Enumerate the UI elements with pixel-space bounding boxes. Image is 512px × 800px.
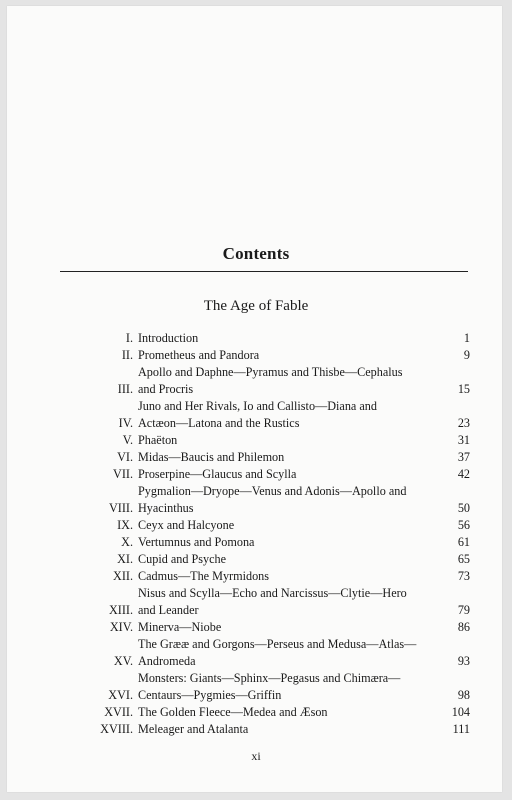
chapter-number: XIII. [108,603,133,617]
toc-entry [66,364,470,398]
toc-entry [66,636,470,670]
toc-entry [66,534,470,551]
page-number: 15 [457,382,470,396]
chapter-title [138,534,430,551]
chapter-title-line: Centaurs—Pygmies—Griffin [138,688,282,702]
toc-entry [66,551,470,568]
chapter-number: XVIII. [100,722,133,736]
toc-entry [66,398,470,432]
page-number: 9 [463,348,470,362]
chapter-title-line: Juno and Her Rivals, Io and Callisto—Diana and [138,399,377,413]
toc-entry [66,568,470,585]
chapter-title [138,619,430,636]
chapter-title-line: Ceyx and Halcyone [138,518,235,532]
chapter-title-line: Proserpine—Glaucus and Scylla [138,467,297,481]
chapter-number: V. [122,433,133,447]
chapter-title [138,398,430,432]
chapter-title [138,330,430,347]
chapter-title [138,721,430,738]
chapter-title [138,364,430,398]
page-number: 61 [457,535,470,549]
toc-entry [66,483,470,517]
chapter-number: XVII. [104,705,133,719]
chapter-title [138,347,430,364]
chapter-number: VII. [113,467,133,481]
chapter-title-line: Pygmalion—Dryope—Venus and Adonis—Apollo and [138,484,407,498]
chapter-number: II. [121,348,133,362]
page-number: 86 [457,620,470,634]
chapter-number: VIII. [108,501,133,515]
page-number: 98 [457,688,470,702]
chapter-title [138,568,430,585]
page-folio: xi [251,749,261,763]
chapter-title-line: Hyacinthus [138,501,194,515]
chapter-number: I. [125,331,133,345]
chapter-title [138,466,430,483]
page-number: 93 [457,654,470,668]
page-number: 1 [463,331,470,345]
chapter-title-line: Vertumnus and Pomona [138,535,255,549]
chapter-title-line: Phaëton [138,433,178,447]
chapter-title-line: Minerva—Niobe [138,620,222,634]
chapter-title-line: The Golden Fleece—Medea and Æson [138,705,328,719]
toc-entry [66,432,470,449]
chapter-title-line: Prometheus and Pandora [138,348,260,362]
toc-entry [66,721,470,738]
page-number: 111 [452,722,470,736]
chapter-title-line: and Leander [138,603,199,617]
chapter-number: XI. [117,552,133,566]
section-title: The Age of Fable [203,298,309,314]
chapter-title [138,670,430,704]
chapter-title [138,517,430,534]
chapter-number: IV. [118,416,133,430]
page-number: 79 [457,603,470,617]
chapter-title-line: Nisus and Scylla—Echo and Narcissus—Clytie—Hero [138,586,407,600]
chapter-number: XIV. [109,620,133,634]
chapter-title [138,636,430,670]
chapter-title-line: Monsters: Giants—Sphinx—Pegasus and Chimæra— [138,671,401,685]
page-number: 31 [457,433,470,447]
chapter-number: X. [121,535,133,549]
chapter-number: XV. [113,654,133,668]
toc-entry [66,670,470,704]
page-number: 65 [457,552,470,566]
page-title: Contents [222,244,290,263]
chapter-number: III. [117,382,133,396]
toc-entry [66,330,470,347]
chapter-number: XII. [113,569,133,583]
page-number: 23 [457,416,470,430]
chapter-title [138,449,430,466]
chapter-number: XVI. [108,688,133,702]
page-number: 73 [457,569,470,583]
chapter-title-line: The Grææ and Gorgons—Perseus and Medusa—Atlas— [138,637,417,651]
chapter-title-line: Cadmus—The Myrmidons [138,569,270,583]
chapter-title-line: and Procris [138,382,194,396]
chapter-title [138,551,430,568]
page-number: 56 [457,518,470,532]
page-number: 42 [457,467,470,481]
chapter-title [138,432,430,449]
toc-entry [66,517,470,534]
page-number: 104 [451,705,470,719]
chapter-title-line: Midas—Baucis and Philemon [138,450,285,464]
page-number: 50 [457,501,470,515]
chapter-number: VI. [117,450,133,464]
chapter-number: IX. [117,518,133,532]
toc-entry [66,704,470,721]
table-of-contents [66,330,470,738]
toc-entry [66,347,470,364]
title-rule [60,271,468,272]
chapter-title-line: Introduction [138,331,199,345]
toc-entry [66,619,470,636]
chapter-title-line: Apollo and Daphne—Pyramus and Thisbe—Cephalus [138,365,403,379]
chapter-title-line: Andromeda [138,654,196,668]
chapter-title-line: Actæon—Latona and the Rustics [138,416,300,430]
toc-entry [66,466,470,483]
toc-entry [66,449,470,466]
chapter-title-line: Meleager and Atalanta [138,722,249,736]
chapter-title [138,483,430,517]
chapter-title [138,585,430,619]
chapter-title [138,704,430,721]
toc-entry [66,585,470,619]
chapter-title-line: Cupid and Psyche [138,552,227,566]
page-number: 37 [457,450,470,464]
